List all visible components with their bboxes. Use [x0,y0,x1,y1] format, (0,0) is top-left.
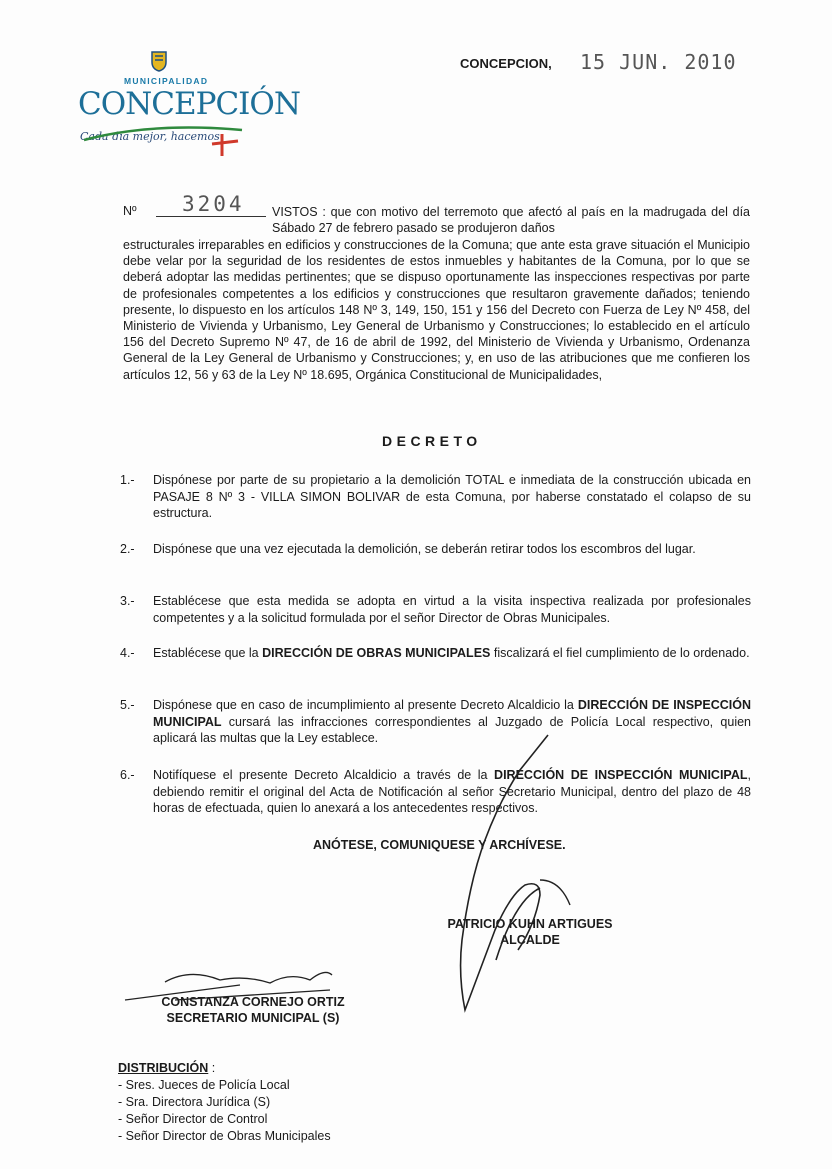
closing-formula: ANÓTESE, COMUNIQUESE Y ARCHÍVESE. [313,838,566,852]
mayor-title: ALCALDE [500,933,560,947]
distribution-list [118,1060,331,1145]
item-text: Dispónese que en caso de incumplimiento al presente Decreto Alcaldicio la DIRECCIÓN DE INSPECCIÓN MUNICIPAL cursará las infracciones correspondientes al Juzgado de Policía Local respectivo, quien aplicará las multas que la Ley establece. [153,698,752,745]
decree-number-label: Nº [123,204,137,218]
item-number: 2.- [120,542,135,556]
logo-name: CONCEPCIÓN [78,86,300,122]
distribution-heading: DISTRIBUCIÓN : [118,1061,216,1075]
item-text: Dispónese por parte de su propietario a la demolición TOTAL e inmediata de la construcción ubicada en PASAJE 8 Nº 3 - VILLA SIMON BOLIVAR de esta Comuna, por haberse constatado el colapso de su estructura. [153,473,751,520]
vistos-first-lines: VISTOS : que con motivo del terremoto que afectó al país en la madrugada del día Sábado 27 de febrero pasado se produjeron daños [272,205,750,235]
item-text: Dispónese que una vez ejecutada la demolición, se deberán retirar todos los escombros del lugar. [153,542,696,556]
list-item: - Sra. Directora Jurídica (S) [118,1095,271,1109]
decree-heading: DECRETO [382,433,482,449]
vistos-body: estructurales irreparables en edificios y construcciones de la Comuna; que ante esta grave situación el Municipio debe velar por la seguridad de los residentes de estos inmuebles y habitantes de la Comuna, por lo que se deberá adoptar las medidas pertinentes; que se dispuso oportunamente las inspecciones respectivas por parte de profesionales competentes a los edificios y construcciones que resultaron gravemente dañados; teniendo presente, lo dispuesto en los artículos 148 Nº 3, 149, 150, 151 y 156 del Decreto con Fuerza de Ley Nº 458, del Ministerio de Vivienda y Urbanismo, Ley General de Urbanismo y Construcciones; lo establecido en el artículo 156 del Decreto Supremo Nº 47, de 16 de abril de 1992, del Ministerio de Vivienda y Urbanismo, Ordenanza General de la Ley General de Urbanismo y Construcciones; y, en uso de las atribuciones que me confieren los artículos 12, 56 y 63 de la Ley Nº 18.695, Orgánica Constitucional de Municipalidades, [123,238,750,382]
list-item: - Sres. Jueces de Policía Local [118,1078,290,1092]
secretary-title: SECRETARIO MUNICIPAL (S) [166,1011,340,1025]
list-item: - Señor Director de Obras Municipales [118,1129,331,1143]
secretary-name: CONSTANZA CORNEJO ORTIZ [161,995,345,1009]
item-text: Establécese que esta medida se adopta en virtud a la visita inspectiva realizada por profesionales competentes y a la solicitud formulada por el señor Director de Obras Municipales. [153,594,751,625]
mayor-name: PATRICIO KUHN ARTIGUES [447,917,613,931]
decree-number: 3204 [182,192,245,216]
logo-tagline: Cada día mejor, hacemos [80,130,220,143]
item-number: 4.- [120,646,135,660]
item-number: 6.- [120,768,135,782]
item-number: 1.- [120,473,135,487]
item-number: 5.- [120,698,135,712]
place-label: CONCEPCION, [460,56,552,71]
date-stamp: 15 JUN. 2010 [580,50,737,74]
item-text: Establécese que la DIRECCIÓN DE OBRAS MUNICIPALES fiscalizará el fiel cumplimiento de lo ordenado. [153,646,750,660]
logo-top-text: MUNICIPALIDAD [124,76,209,86]
item-text: Notifíquese el presente Decreto Alcaldicio a través de la DIRECCIÓN DE INSPECCIÓN MUNICIPAL, debiendo remitir el original del Acta de Notificación al señor Secretario Municipal, dentro del plazo de 48 horas de efectuada, quien lo anexará a los antecedentes respectivos. [153,768,751,815]
item-number: 3.- [120,594,135,608]
list-item: - Señor Director de Control [118,1112,268,1126]
